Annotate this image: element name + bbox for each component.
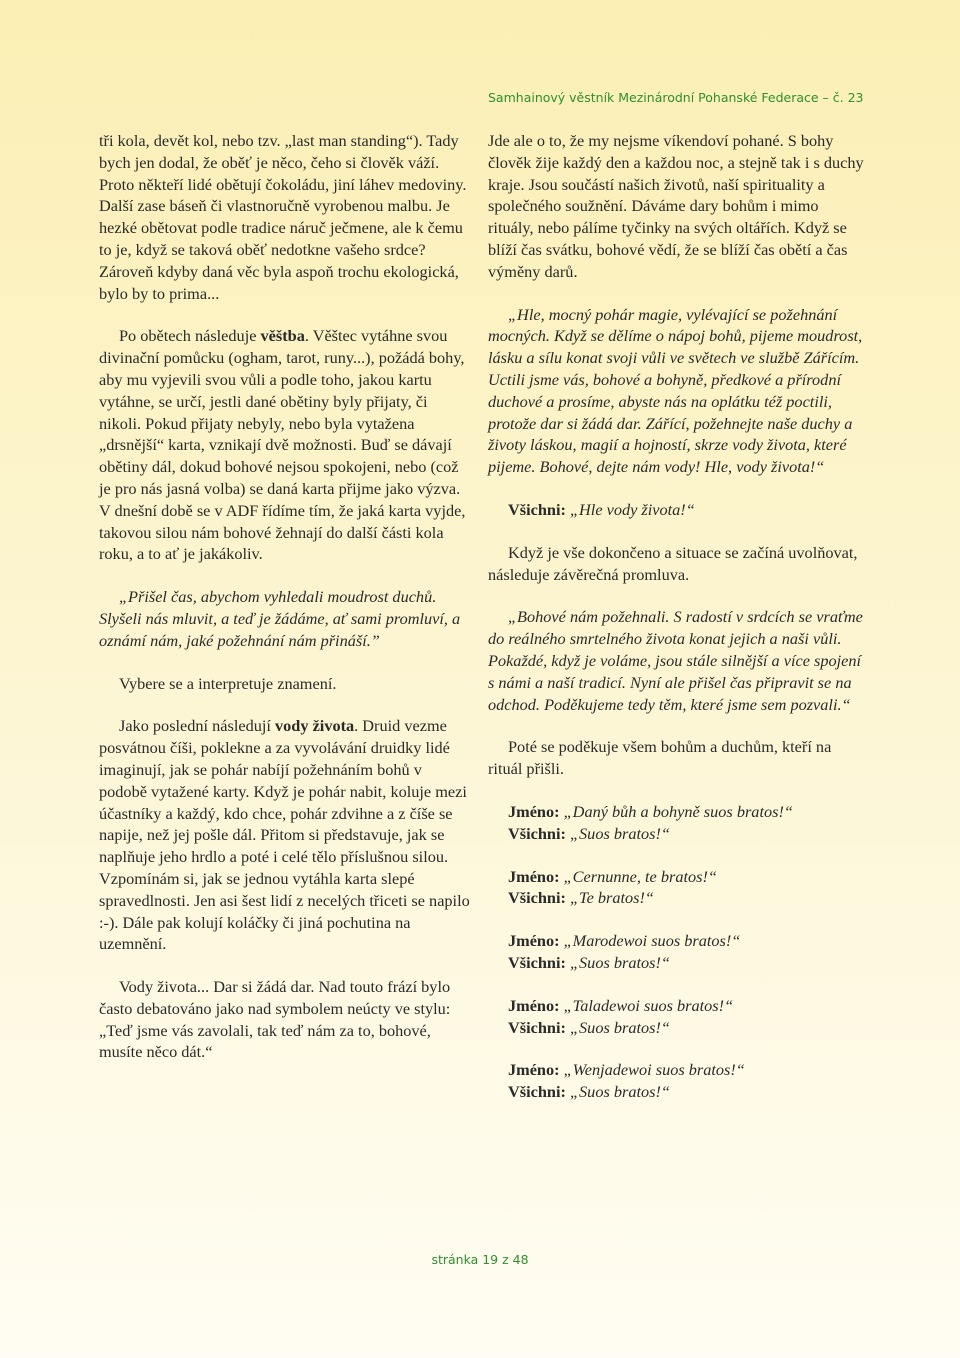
left-column [99,130,471,1084]
paragraph: Když je vše dokončeno a situace se začíná uvolňovat, následuje závěrečná promluva. [488,542,858,584]
bold-term: vody života [275,716,355,736]
paragraph: Poté se poděkuje všem bohům a duchům, kteří na rituál přišli. [488,737,832,779]
right-column [488,130,868,1124]
paragraph: Po obětech následuje věštba. Věštec vytáhne svou divinační pomůcku (ogham, tarot, runy...), požádá bohy, aby mu vyjevili svou vůli a podle toho, jakou kartu vytáhne, se určí, jestli dané obětiny byly přijaty, či nikoli. Pokud přijaty nebyly, nebo byla vytažena „drsnější“ karta, vznikají dvě možnosti. Buď se dávají obětiny dál, dokud bohové nejsou spokojeni, nebo (což je pro nás jasná volba) se daná karta přijme jako výzva. V dnešní době se v ADF řídíme tím, že jaká karta vyjde, takovou silou nám bohové žehnají do další části kola roku, a to ať je jakákoliv. [99,326,466,564]
ritual-quote: „Bohové nám požehnali. S radostí v srdcích se vraťme do reálného smrtelného života konat jejich a naši vůli. Pokaždé, když je voláme, jsou stále silnější a více spojení s námi a naší tradicí. Nyní ale přišel čas připravit se na odchod. Poděkujeme tedy těm, které jsme sem pozvali.“ [488,607,863,714]
dialog-block: Jméno: „Wenjadewoi suos bratos!“ Všichni: „Suos bratos!“ [508,1060,745,1102]
paragraph: Vody života... Dar si žádá dar. Nad touto frází bylo často debatováno jako nad symbolem neúcty ve stylu: „Teď jsme vás zavolali, tak teď nám za to, bohové, musíte něco dát.“ [99,977,451,1062]
dialog-block: Jméno: „Cernunne, te bratos!“ Všichni: „Te bratos!“ [508,866,717,908]
paragraph: Jde ale o to, že my nejsme víkendoví pohané. S bohy člověk žije každý den a každou noc, a stejně tak i s duchy kraje. Jsou součástí našich životů, naší spirituality a společného soužnění. Dáváme dary bohům i mimo rituály, nebo pálíme tyčinky na svých oltářích. Když se blíží čas svátku, bohové vědí, že se blíží čas obětí a čas výměny darů. [488,131,864,281]
response-line: Všichni: „Hle vody života!“ [508,499,695,519]
dialog-block: Jméno: „Marodewoi suos bratos!“ Všichni: „Suos bratos!“ [508,931,741,972]
paragraph: Jako poslední následují vody života. Druid vezme posvátnou číši, poklekne a za vyvolávání druidky lidé imaginují, jak se pohár nabíjí požehnáním bohů v podobě vytažené karty. Když je pohár nabit, koluje mezi účastníky a každý, kdo chce, pohár zdvihne a z číše se napije, než jej pošle dál. Přitom si představuje, jak se naplňuje jeho hrdlo a poté i celé tělo příslušnou silou. Vzpomínám si, jak se jednou vytáhla karta slepé spravedlnosti. Jen asi šest lidí z necelých třiceti se napilo :-). Dále pak kolují koláčky či jiná pochutina na uzemnění. [99,716,470,954]
bold-term: věštba [260,326,305,346]
dialog-block: Jméno: „Daný bůh a bohyně suos bratos!“ Všichni: „Suos bratos!“ [508,801,793,843]
paragraph: Vybere se a interpretuje znamení. [119,673,337,693]
paragraph: tři kola, devět kol, nebo tzv. „last man standing“). Tady bych jen dodal, že oběť je něco, čeho si člověk váží. Proto někteří lidé obětují čokoládu, jiní láhev medoviny. Další zase báseň či vlastnoručně vyrobenou malbu. Je hezké obětovat podle tradice náruč ječmene, ale k čemu to je, když se taková oběť nedotkne vašeho srdce? Zároveň kdyby daná věc byla aspoň trochu ekologická, bylo by to prima... [99,131,467,303]
ritual-quote: „Přišel čas, abychom vyhledali moudrost duchů. Slyšeli nás mluvit, a teď je žádáme, ať sami promluví, a oznámí nám, jaké požehnání nám přináší.” [99,587,461,650]
dialog-block: Jméno: „Taladewoi suos bratos!“ Všichni: „Suos bratos!“ [508,995,734,1037]
ritual-quote: „Hle, mocný pohár magie, vylévající se požehnání mocných. Když se dělíme o nápoj bohů, pijeme moudrost, lásku a sílu konat svoji vůli ve světech ve službě Zářícím. Uctili jsme vás, bohové a bohyně, předkové a přírodní duchové a prosíme, abyste nás na oplátku též poctili, protože dar si žádá dar. Zářící, požehnejte naše duchy a životy láskou, magií a hojností, skrze vody života, které pijeme. Bohové, dejte nám vody! Hle, vody života!“ [488,304,863,477]
page-header: Samhainový věstník Mezinárodní Pohanské Federace – č. 23 [488,90,864,105]
page-number: stránka 19 z 48 [431,1252,529,1267]
